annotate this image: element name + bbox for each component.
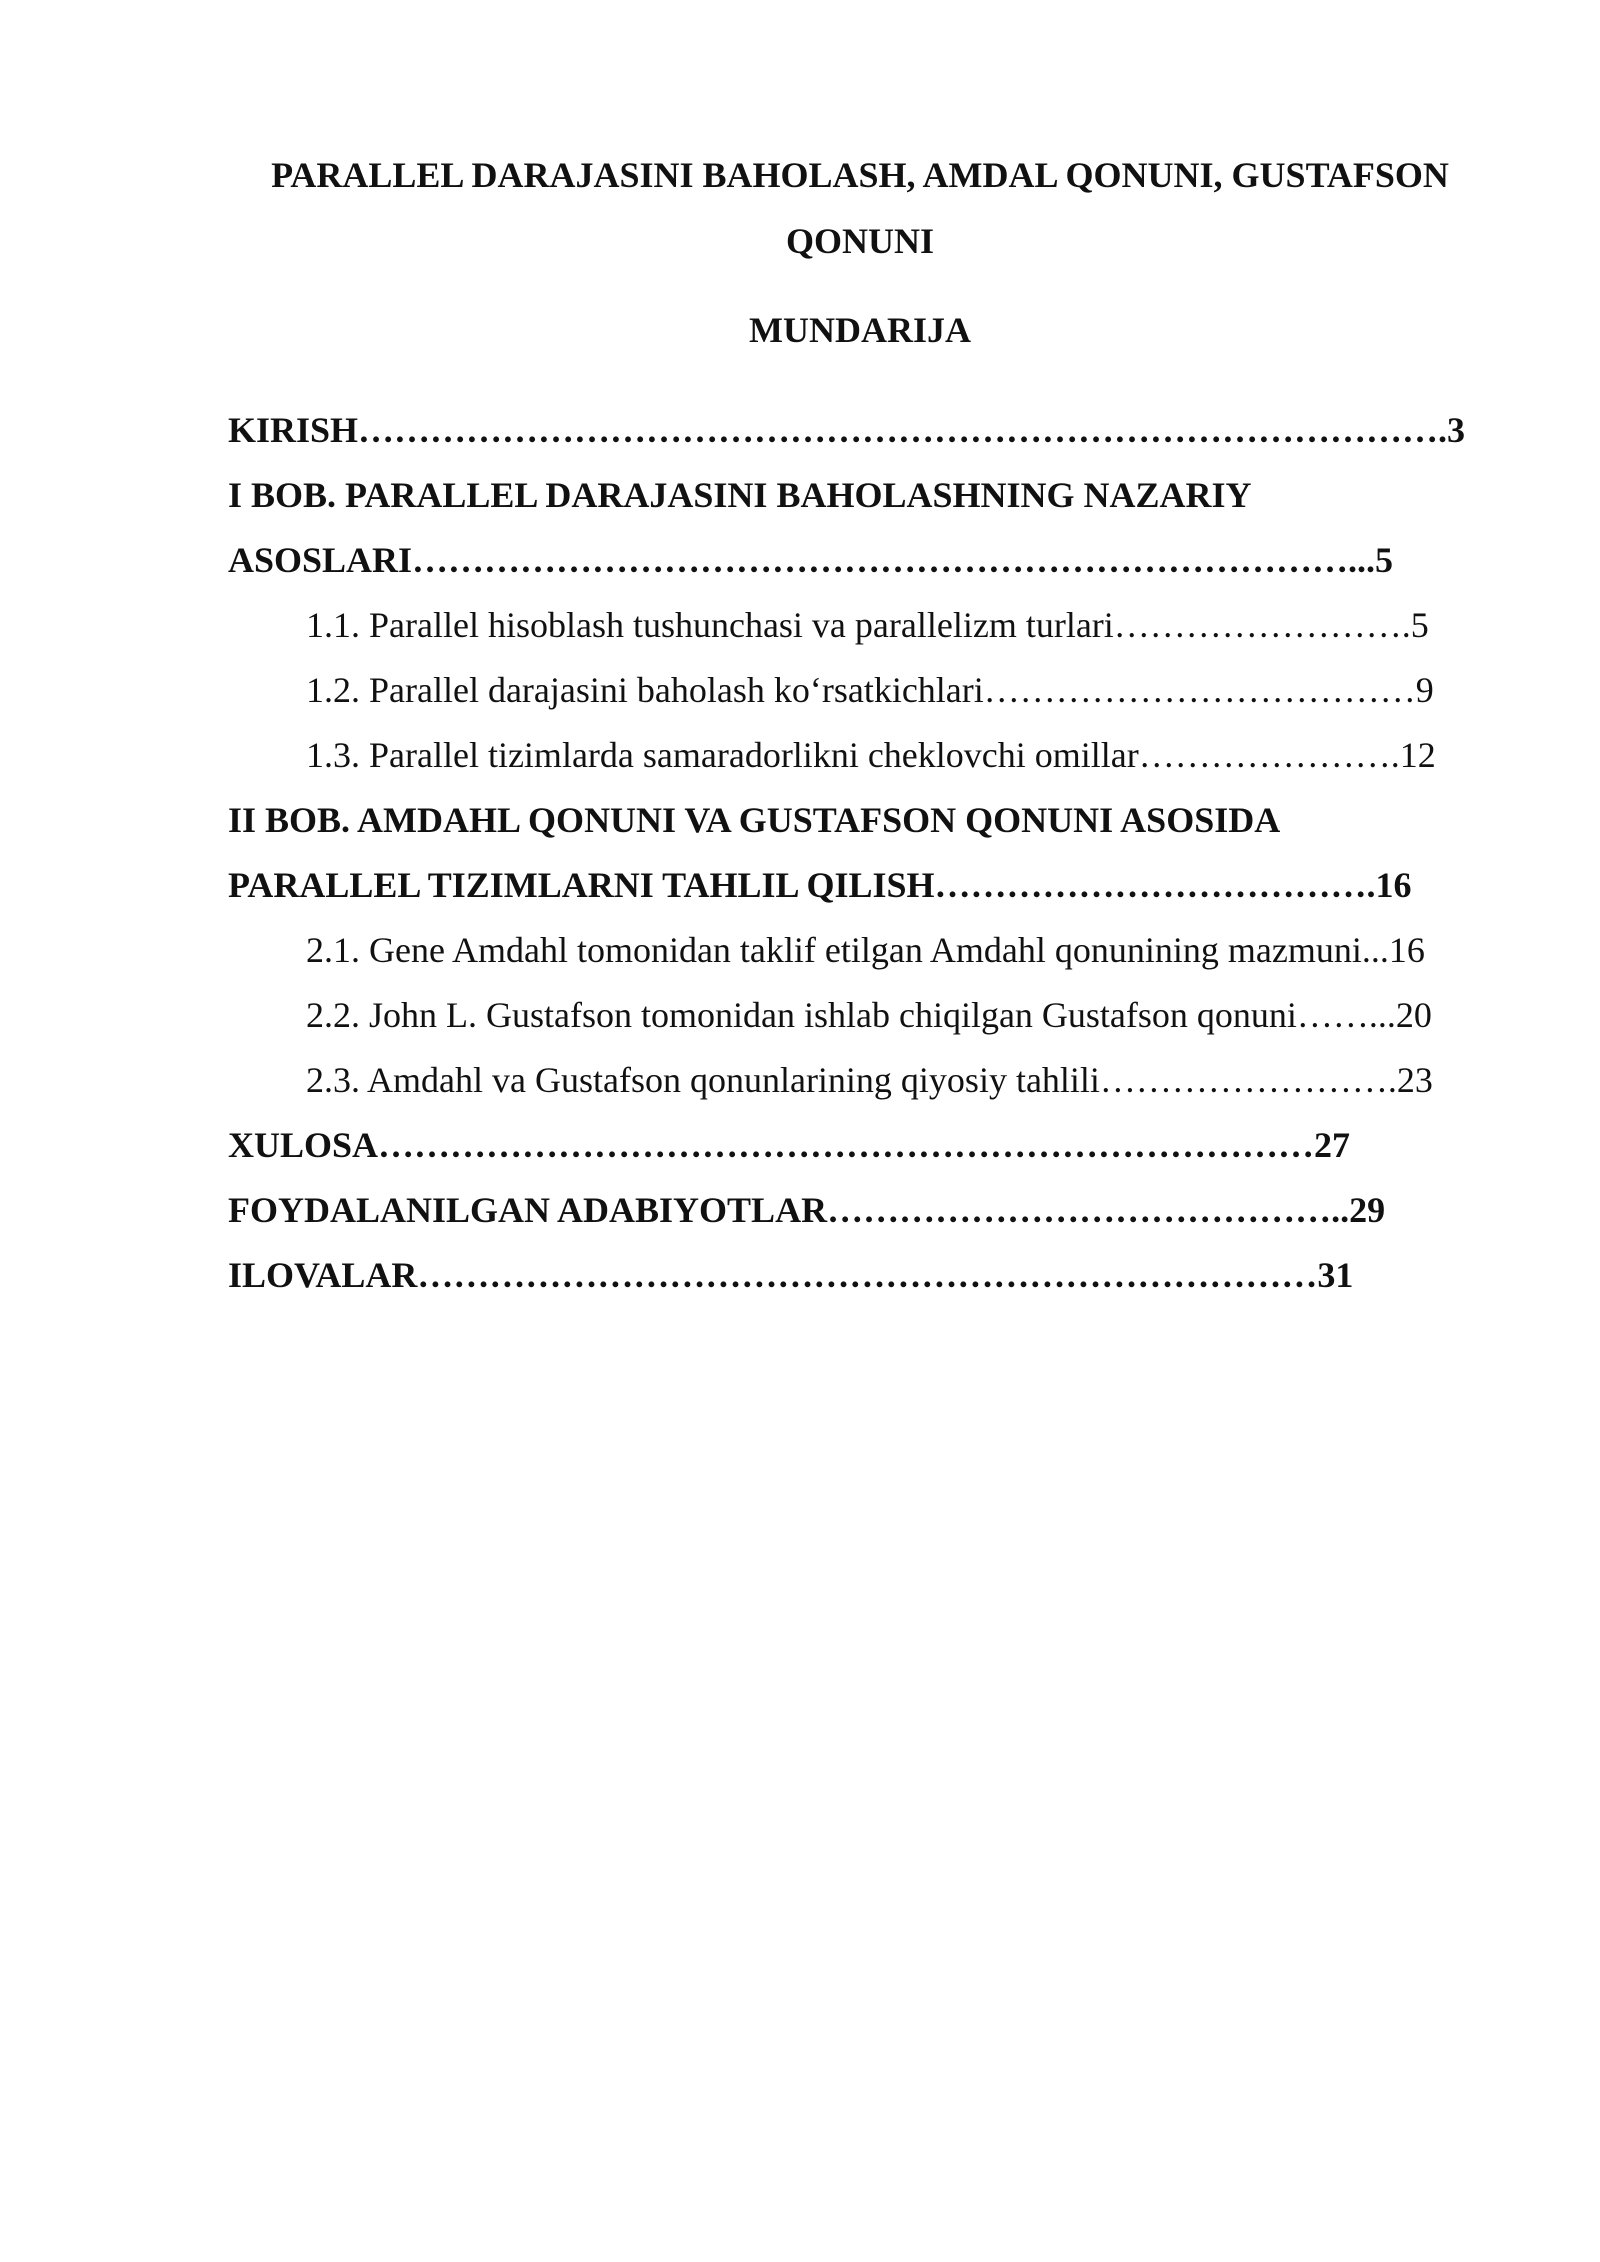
document-title: PARALLEL DARAJASINI BAHOLASH, AMDAL QONUNI, GUSTAFSON QONUNI	[271, 155, 1449, 261]
toc-heading: MUNDARIJA	[749, 310, 971, 350]
toc-entry-section-1-3: 1.3. Parallel tizimlarda samaradorlikni cheklovchi omillar………………….12	[306, 735, 1436, 775]
toc-entry-section-1-1: 1.1. Parallel hisoblash tushunchasi va parallelizm turlari…………………….5	[306, 605, 1429, 645]
toc-entry-ilovalar: ILOVALAR…………………………………………………………………31	[228, 1255, 1354, 1295]
toc-entry-section-2-2: 2.2. John L. Gustafson tomonidan ishlab chiqilgan Gustafson qonuni……...20	[306, 995, 1432, 1035]
toc-entry-adabiyotlar: FOYDALANILGAN ADABIYOTLAR……………………………………..29	[228, 1190, 1386, 1230]
table-of-contents	[228, 398, 1490, 1308]
toc-entry-section-2-1: 2.1. Gene Amdahl tomonidan taklif etilgan Amdahl qonunining mazmuni...16	[306, 930, 1425, 970]
toc-entry-chapter-2-title: II BOB. AMDAHL QONUNI VA GUSTAFSON QONUNI ASOSIDA	[228, 800, 1281, 840]
toc-entry-kirish: KIRISH……………………………………………………………………………….3	[228, 410, 1466, 450]
toc-entry-xulosa: XULOSA……………………………………………………………………27	[228, 1125, 1351, 1165]
toc-entry-chapter-2-title-cont: PARALLEL TIZIMLARNI TAHLIL QILISH……………………………….16	[228, 865, 1412, 905]
toc-entry-section-2-3: 2.3. Amdahl va Gustafson qonunlarining qiyosiy tahlili…………………….23	[306, 1060, 1433, 1100]
toc-entry-section-1-2: 1.2. Parallel darajasini baholash ko‘rsatkichlari………………………………9	[306, 670, 1434, 710]
toc-entry-chapter-1-title-cont: ASOSLARI……………………………………………………………………...5	[228, 540, 1394, 580]
toc-entry-chapter-1-title: I BOB. PARALLEL DARAJASINI BAHOLASHNING NAZARIY	[228, 475, 1252, 515]
